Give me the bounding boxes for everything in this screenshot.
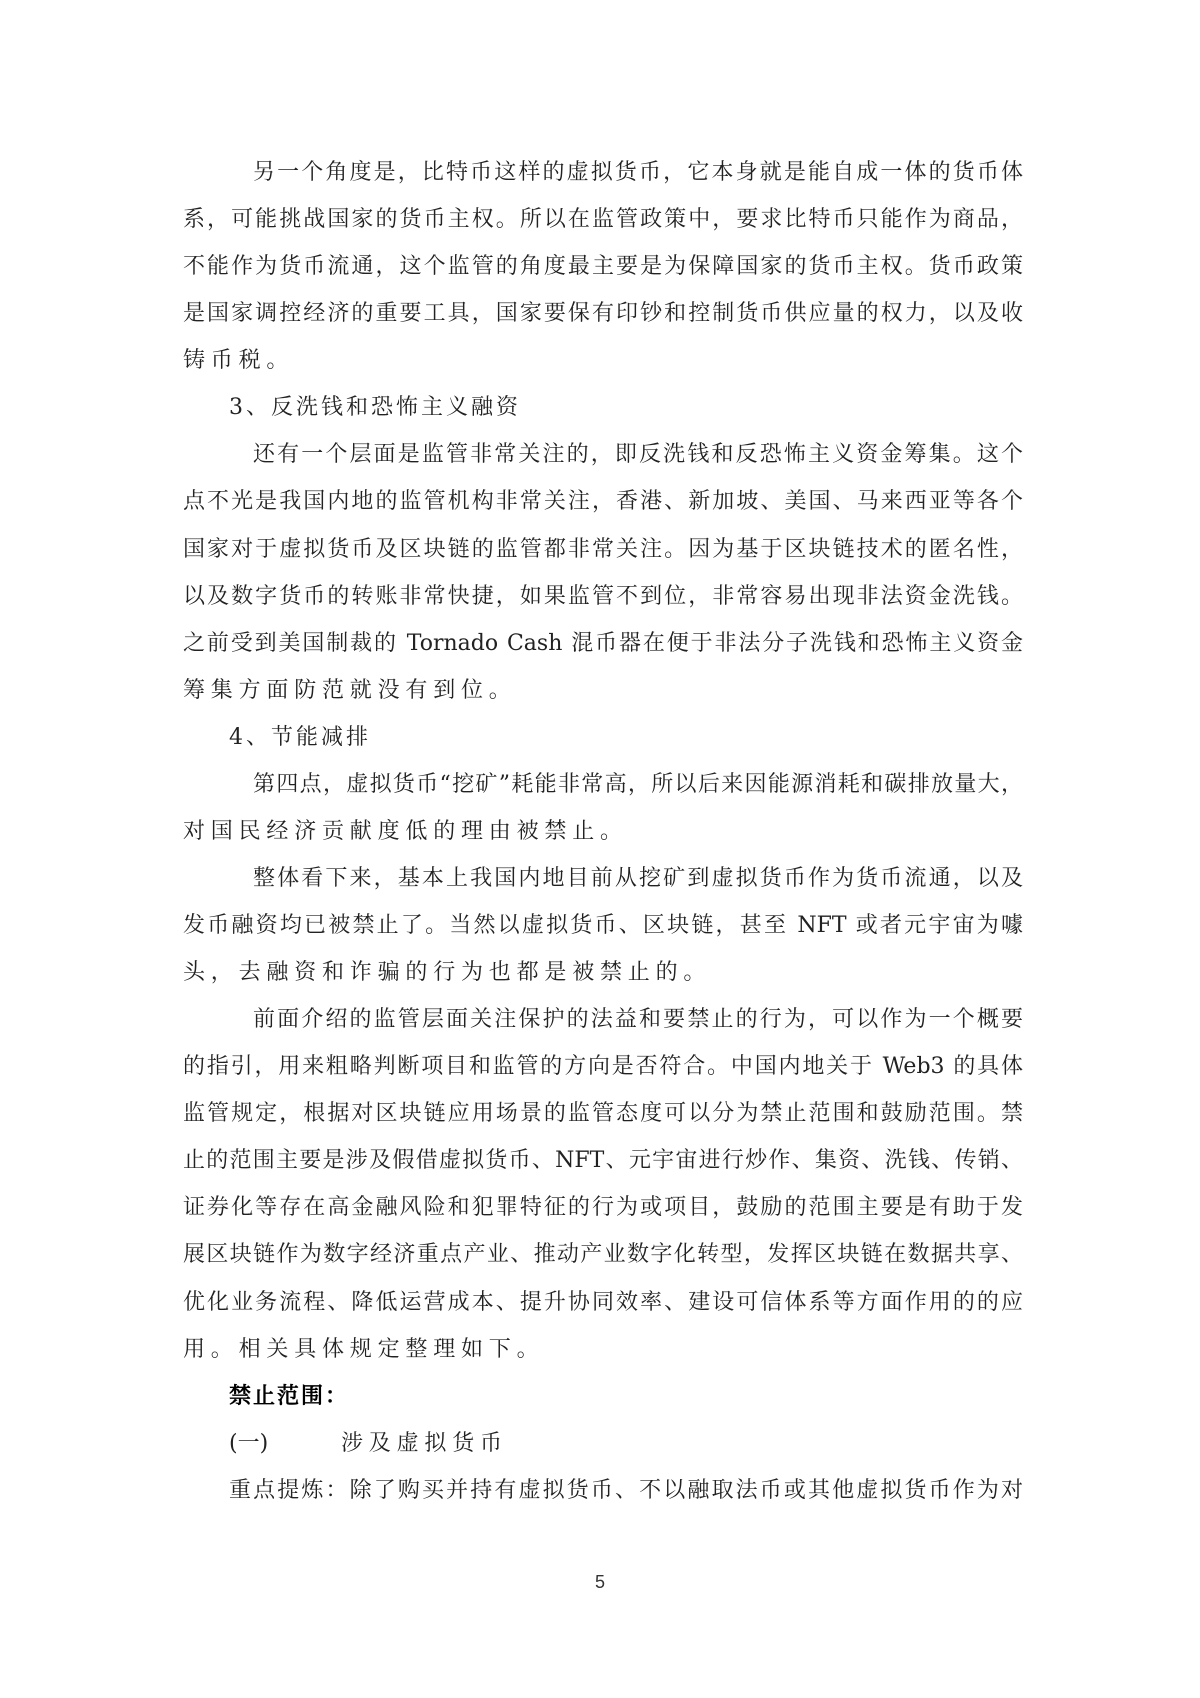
document-body — [183, 149, 1023, 1514]
paragraph-line: 监管规定，根据对区块链应用场景的监管态度可以分为禁止范围和鼓励范围。禁 — [183, 1101, 1023, 1127]
paragraph-line: 止的范围主要是涉及假借虚拟货币、NFT、元宇宙进行炒作、集资、洗钱、传销、 — [183, 1148, 1023, 1174]
paragraph-line: 第四点，虚拟货币“挖矿”耗能非常高，所以后来因能源消耗和碳排放量大， — [253, 771, 1023, 797]
paragraph-line: 的指引，用来粗略判断项目和监管的方向是否符合。中国内地关于 Web3 的具体 — [183, 1054, 1023, 1080]
subsection-title: 涉及虚拟货币 — [341, 1430, 508, 1456]
paragraph-line: 点不光是我国内地的监管机构非常关注，香港、新加坡、美国、马来西亚等各个 — [183, 489, 1023, 515]
paragraph-line: 不能作为货币流通，这个监管的角度最主要是为保障国家的货币主权。货币政策 — [183, 254, 1023, 280]
paragraph-line: 发币融资均已被禁止了。当然以虚拟货币、区块链，甚至 NFT 或者元宇宙为噱 — [183, 913, 1023, 938]
paragraph-line: 前面介绍的监管层面关注保护的法益和要禁止的行为，可以作为一个概要 — [253, 1007, 1023, 1033]
paragraph-line: 筹集方面防范就没有到位。 — [183, 677, 517, 703]
section-heading-4: 4、节能减排 — [229, 724, 371, 750]
subsection-number: (一) — [229, 1430, 269, 1456]
subsection-heading-1 — [183, 1420, 1023, 1467]
paragraph-line: 整体看下来，基本上我国内地目前从挖矿到虚拟货币作为货币流通，以及 — [253, 865, 1023, 891]
paragraph-line: 优化业务流程、降低运营成本、提升协同效率、建设可信体系等方面作用的的应 — [183, 1289, 1023, 1315]
paragraph-line: 国家对于虚拟货币及区块链的监管都非常关注。因为基于区块链技术的匿名性， — [183, 536, 1023, 562]
paragraph-line: 系，可能挑战国家的货币主权。所以在监管政策中，要求比特币只能作为商品， — [183, 207, 1023, 233]
paragraph-line: 证券化等存在高金融风险和犯罪特征的行为或项目，鼓励的范围主要是有助于发 — [183, 1195, 1023, 1221]
paragraph-line: 头，去融资和诈骗的行为也都是被禁止的。 — [183, 960, 712, 986]
paragraph-line: 之前受到美国制裁的 Tornado Cash 混币器在便于非法分子洗钱和恐怖主义资金 — [183, 630, 1023, 656]
paragraph-line: 铸币税。 — [183, 348, 295, 374]
paragraph-line: 对国民经济贡献度低的理由被禁止。 — [183, 818, 628, 844]
paragraph-line: 是国家调控经济的重要工具，国家要保有印钞和控制货币供应量的权力，以及收 — [183, 301, 1023, 327]
prohibited-scope-heading: 禁止范围： — [229, 1383, 350, 1409]
section-heading-3: 3、反洗钱和恐怖主义融资 — [229, 395, 521, 421]
paragraph-line: 用。相关具体规定整理如下。 — [183, 1336, 545, 1362]
paragraph-line: 还有一个层面是监管非常关注的，即反洗钱和反恐怖主义资金筹集。这个 — [253, 442, 1023, 468]
paragraph-line: 另一个角度是，比特币这样的虚拟货币，它本身就是能自成一体的货币体 — [253, 160, 1023, 185]
page-number: 5 — [594, 1572, 605, 1592]
paragraph-line: 以及数字货币的转账非常快捷，如果监管不到位，非常容易出现非法资金洗钱。 — [183, 583, 1023, 609]
paragraph-line: 展区块链作为数字经济重点产业、推动产业数字化转型，发挥区块链在数据共享、 — [183, 1242, 1023, 1268]
paragraph-line: 重点提炼：除了购买并持有虚拟货币、不以融取法币或其他虚拟货币作为对 — [229, 1477, 1023, 1503]
